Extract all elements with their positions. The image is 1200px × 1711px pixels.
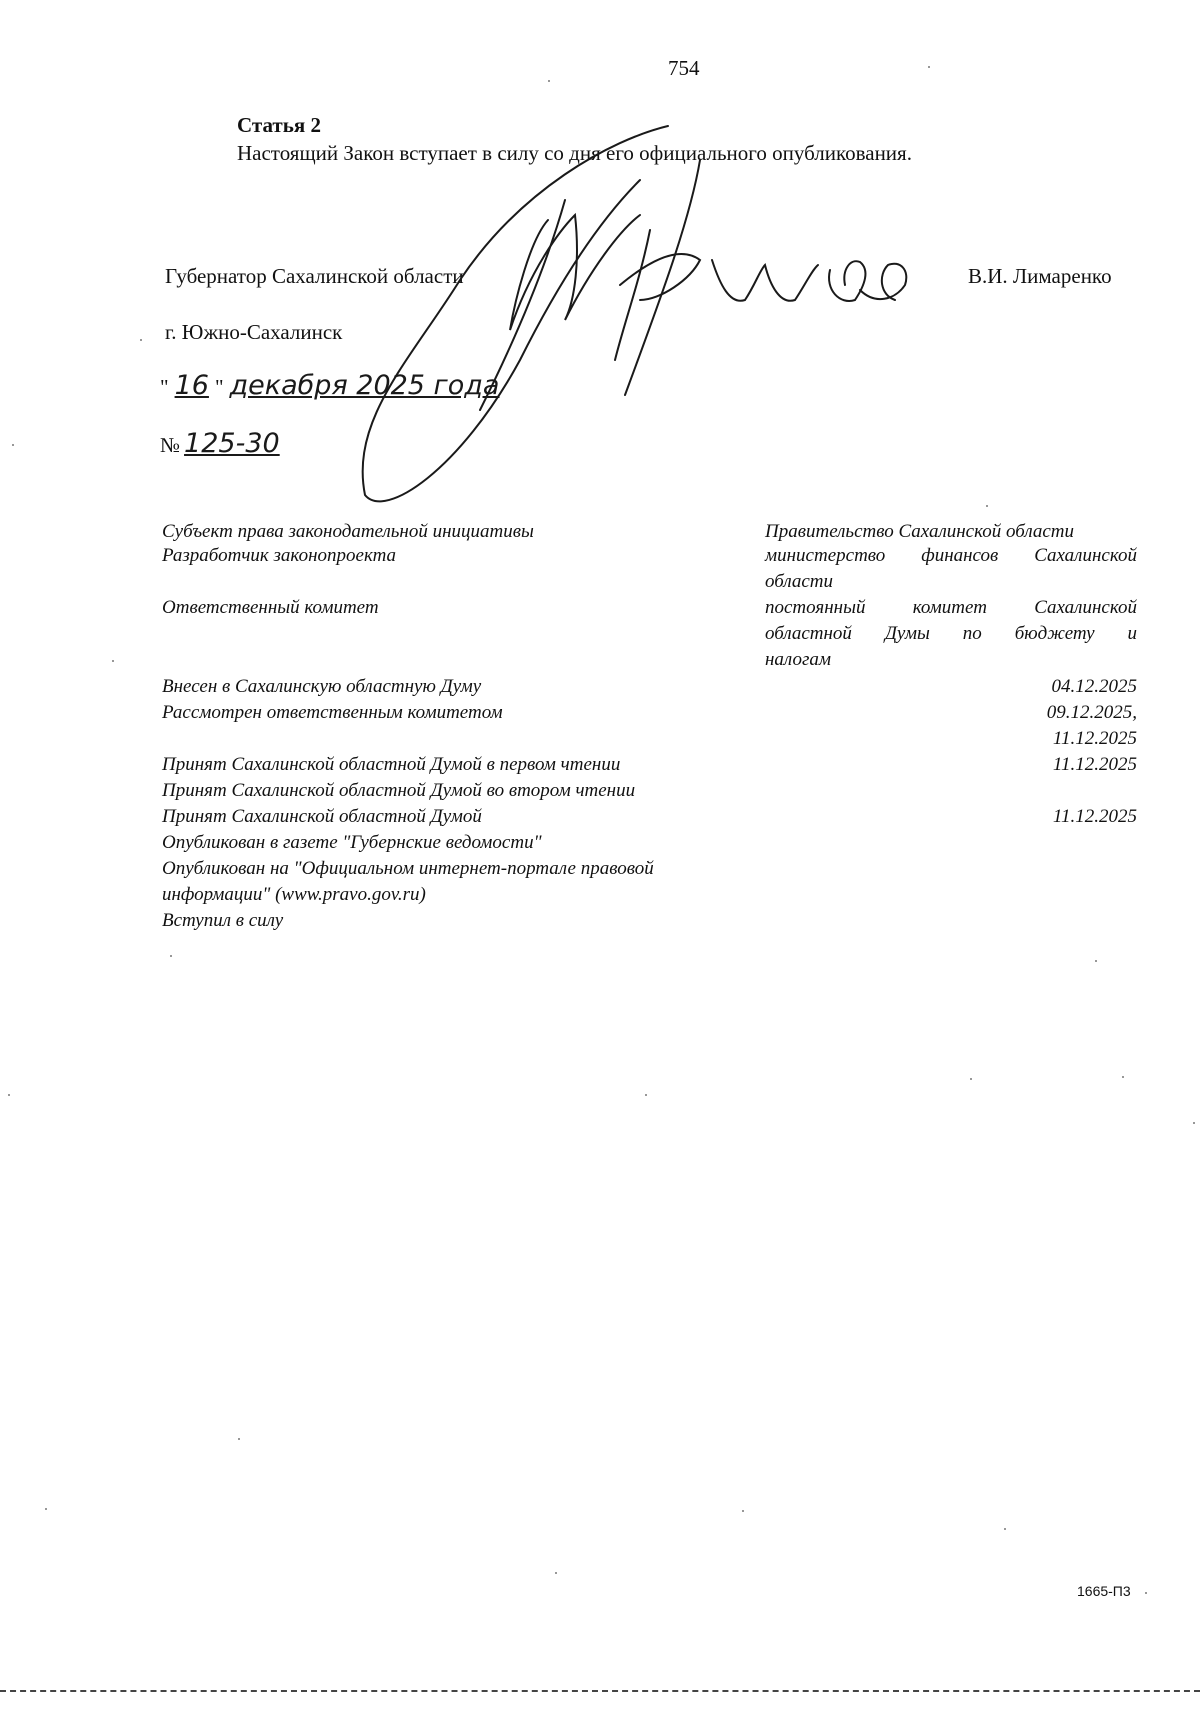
history-label: Опубликован в газете "Губернские ведомости" [162,832,542,853]
history-label: Внесен в Сахалинскую областную Думу [162,676,482,697]
number-value: 125-30 [184,428,280,459]
history-value: 04.12.2025 [1051,676,1137,697]
date-day: 16 [174,370,209,401]
committee-value-line1: постоянный комитет Сахалинской [765,597,1137,618]
governor-position: Губернатор Сахалинской области [165,264,464,288]
article-heading: Статья 2 [237,113,321,137]
history-value: 09.12.2025, [1046,702,1137,723]
document-code: 1665-П3 [1077,1583,1131,1599]
date-open-quote: " [160,375,169,399]
city: г. Южно-Сахалинск [165,320,343,344]
page-number: 754 [668,56,700,80]
history-value-continued: 11.12.2025 [1052,728,1137,749]
history-label: информации" (www.pravo.gov.ru) [162,884,426,905]
developer-label: Разработчик законопроекта [162,545,397,566]
handwritten-signature [0,0,1200,520]
number-prefix: № [160,433,181,457]
developer-value-line2: области [765,571,834,592]
governor-name: В.И. Лимаренко [968,264,1112,288]
developer-value-line1: министерство финансов Сахалинской [765,545,1137,566]
committee-value-line2: областной Думы по бюджету и [765,623,1137,644]
history-label: Рассмотрен ответственным комитетом [162,702,503,723]
history-label: Опубликован на "Официальном интернет-портале правовой [162,858,654,879]
history-label: Вступил в силу [162,910,284,931]
history-label: Принят Сахалинской областной Думой [162,806,482,827]
history-value: 11.12.2025 [1052,806,1137,827]
initiative-label: Субъект права законодательной инициативы [162,521,534,542]
date-close-quote: " [214,375,224,399]
article-text: Настоящий Закон вступает в силу со дня его официального опубликования. [237,141,912,165]
history-label: Принят Сахалинской областной Думой во втором чтении [162,780,636,801]
committee-value-line3: налогам [765,649,831,670]
date-month-year: декабря 2025 года [229,370,500,401]
committee-label: Ответственный комитет [162,597,379,618]
initiative-value: Правительство Сахалинской области [765,521,1075,542]
history-value: 11.12.2025 [1052,754,1137,775]
history-label: Принят Сахалинской областной Думой в первом чтении [162,754,621,775]
scan-edge-line [0,1690,1200,1692]
